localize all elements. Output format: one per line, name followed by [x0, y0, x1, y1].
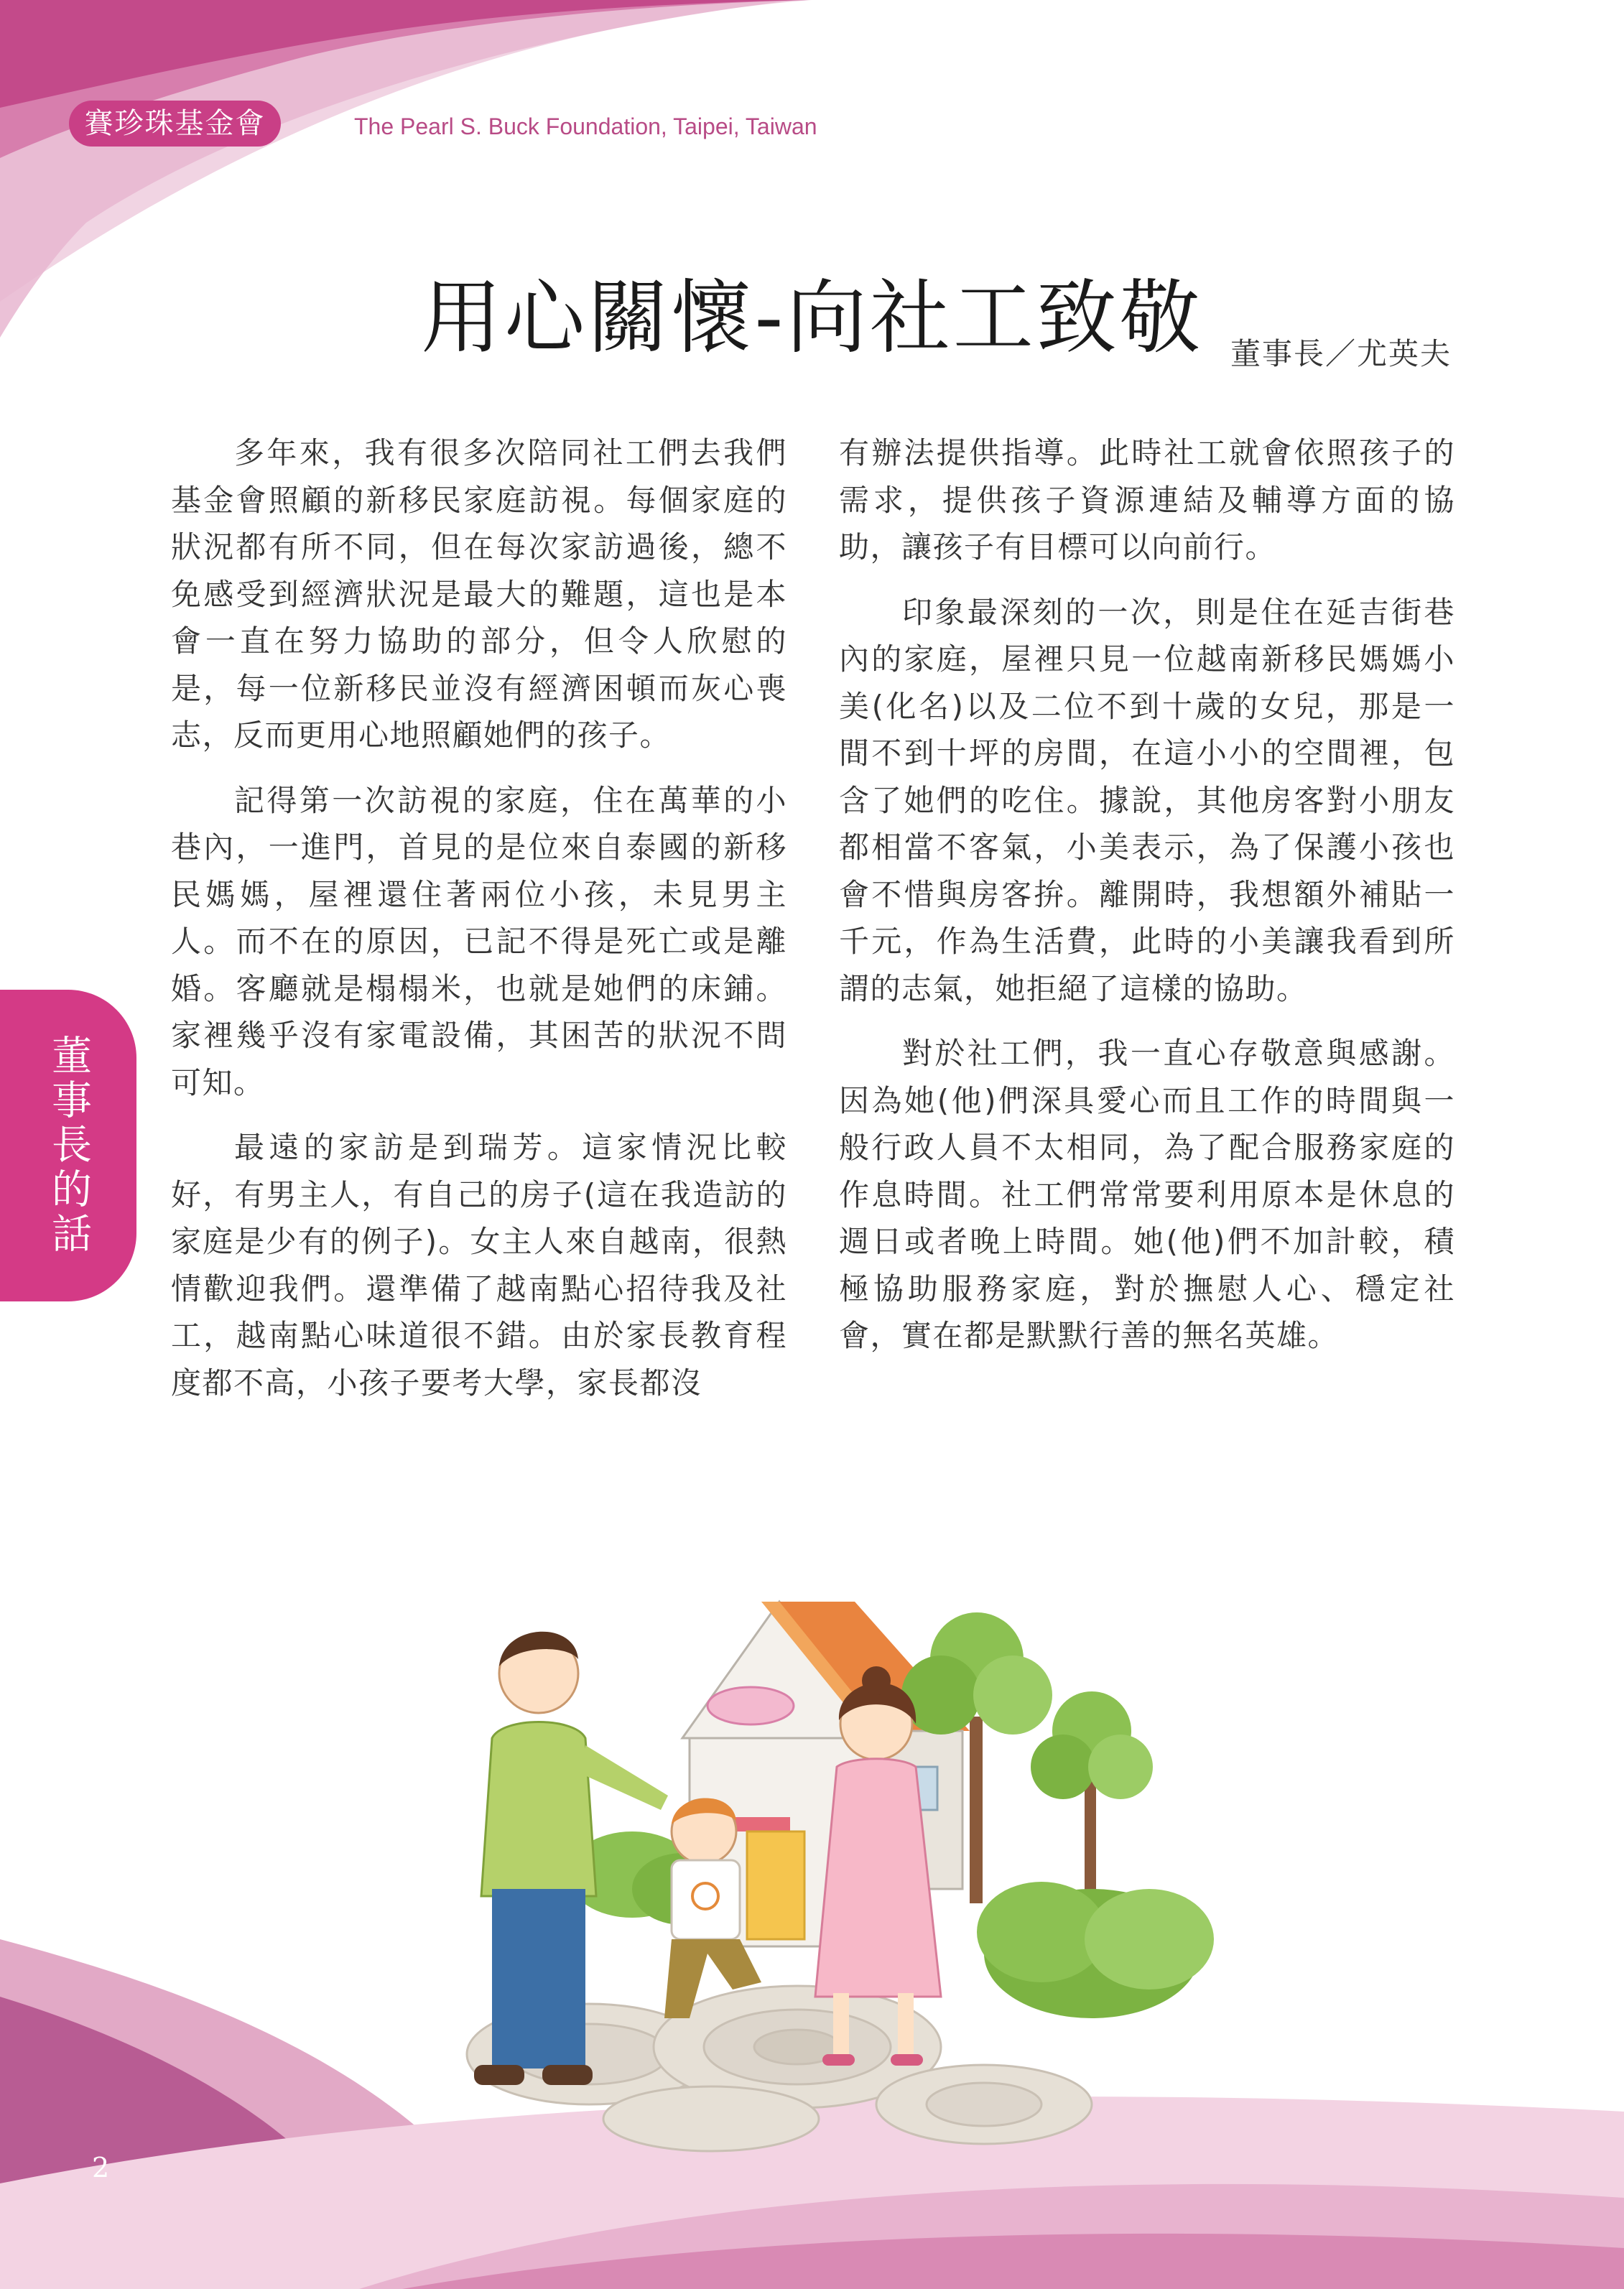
paragraph: 對於社工們，我一直心存敬意與感謝。因為她(他)們深具愛心而且工作的時間與一般行政人員不太相同，為了配合服務家庭的作息時間。社工們常常要利用原本是休息的週日或者晚上時間。她(他)們不加計較，積極協助服務家庭，對於撫慰人心、穩定社會，實在都是默默行善的無名英雄。 — [839, 1036, 1455, 1353]
bush-icon — [977, 1882, 1214, 2018]
section-side-tab-label: 董事長的話 — [45, 1034, 92, 1257]
paragraph: 印象最深刻的一次，則是住在延吉街巷內的家庭，屋裡只見一位越南新移民媽媽小美(化名)以及二位不到十歲的女兒，那是一間不到十坪的房間，在這小小的空間裡，包含了她們的吃住。據說，其他房客對小朋友都相當不客氣，小美表示，為了保護小孩也會不惜與房客拚。離開時，我想額外補貼一千元，作為生活費，此時的小美讓我看到所謂的志氣，她拒絕了這樣的協助。 — [839, 594, 1455, 1006]
paragraph: 多年來，我有很多次陪同社工們去我們基金會照顧的新移民家庭訪視。每個家庭的狀況都有所不同，但在每次家訪過後，總不免感受到經濟狀況是最大的難題，這也是本會一直在努力協助的部分，但令人欣慰的是，每一位新移民並沒有經濟困頓而灰心喪志，反而更用心地照顧她們的孩子。 — [171, 435, 787, 753]
paragraph: 有辦法提供指導。此時社工就會依照孩子的需求，提供孩子資源連結及輔導方面的協助，讓孩子有目標可以向前行。 — [839, 435, 1455, 565]
text-column-right — [839, 430, 1455, 1378]
page-number: 2 — [92, 2152, 110, 2183]
text-column-left — [171, 430, 787, 1424]
paragraph: 記得第一次訪視的家庭，住在萬華的小巷內，一進門，首見的是位來自泰國的新移民媽媽，屋裡還住著兩位小孩，未見男主人。而不在的原因，已記不得是死亡或是離婚。客廳就是榻榻米，也就是她們的床鋪。家裡幾乎沒有家電設備，其困苦的狀況不問可知。 — [171, 782, 787, 1100]
paragraph: 最遠的家訪是到瑞芳。這家情況比較好，有男主人，有自己的房子(這在我造訪的家庭是少有的例子)。女主人來自越南，很熱情歡迎我們。還準備了越南點心招待我及社工，越南點心味道很不錯。由於家長教育程度都不高，小孩子要考大學，家長都沒 — [171, 1130, 787, 1401]
section-side-tab — [0, 990, 136, 1301]
article-title: 用心關懷-向社工致敬 — [421, 271, 1203, 366]
org-badge: 賽珍珠基金會 — [69, 101, 281, 147]
article-author: 董事長／尤英夫 — [1230, 336, 1452, 371]
org-name-en: The Pearl S. Buck Foundation, Taipei, Taiwan — [354, 113, 817, 139]
family-house-illustration — [424, 1551, 1243, 2155]
